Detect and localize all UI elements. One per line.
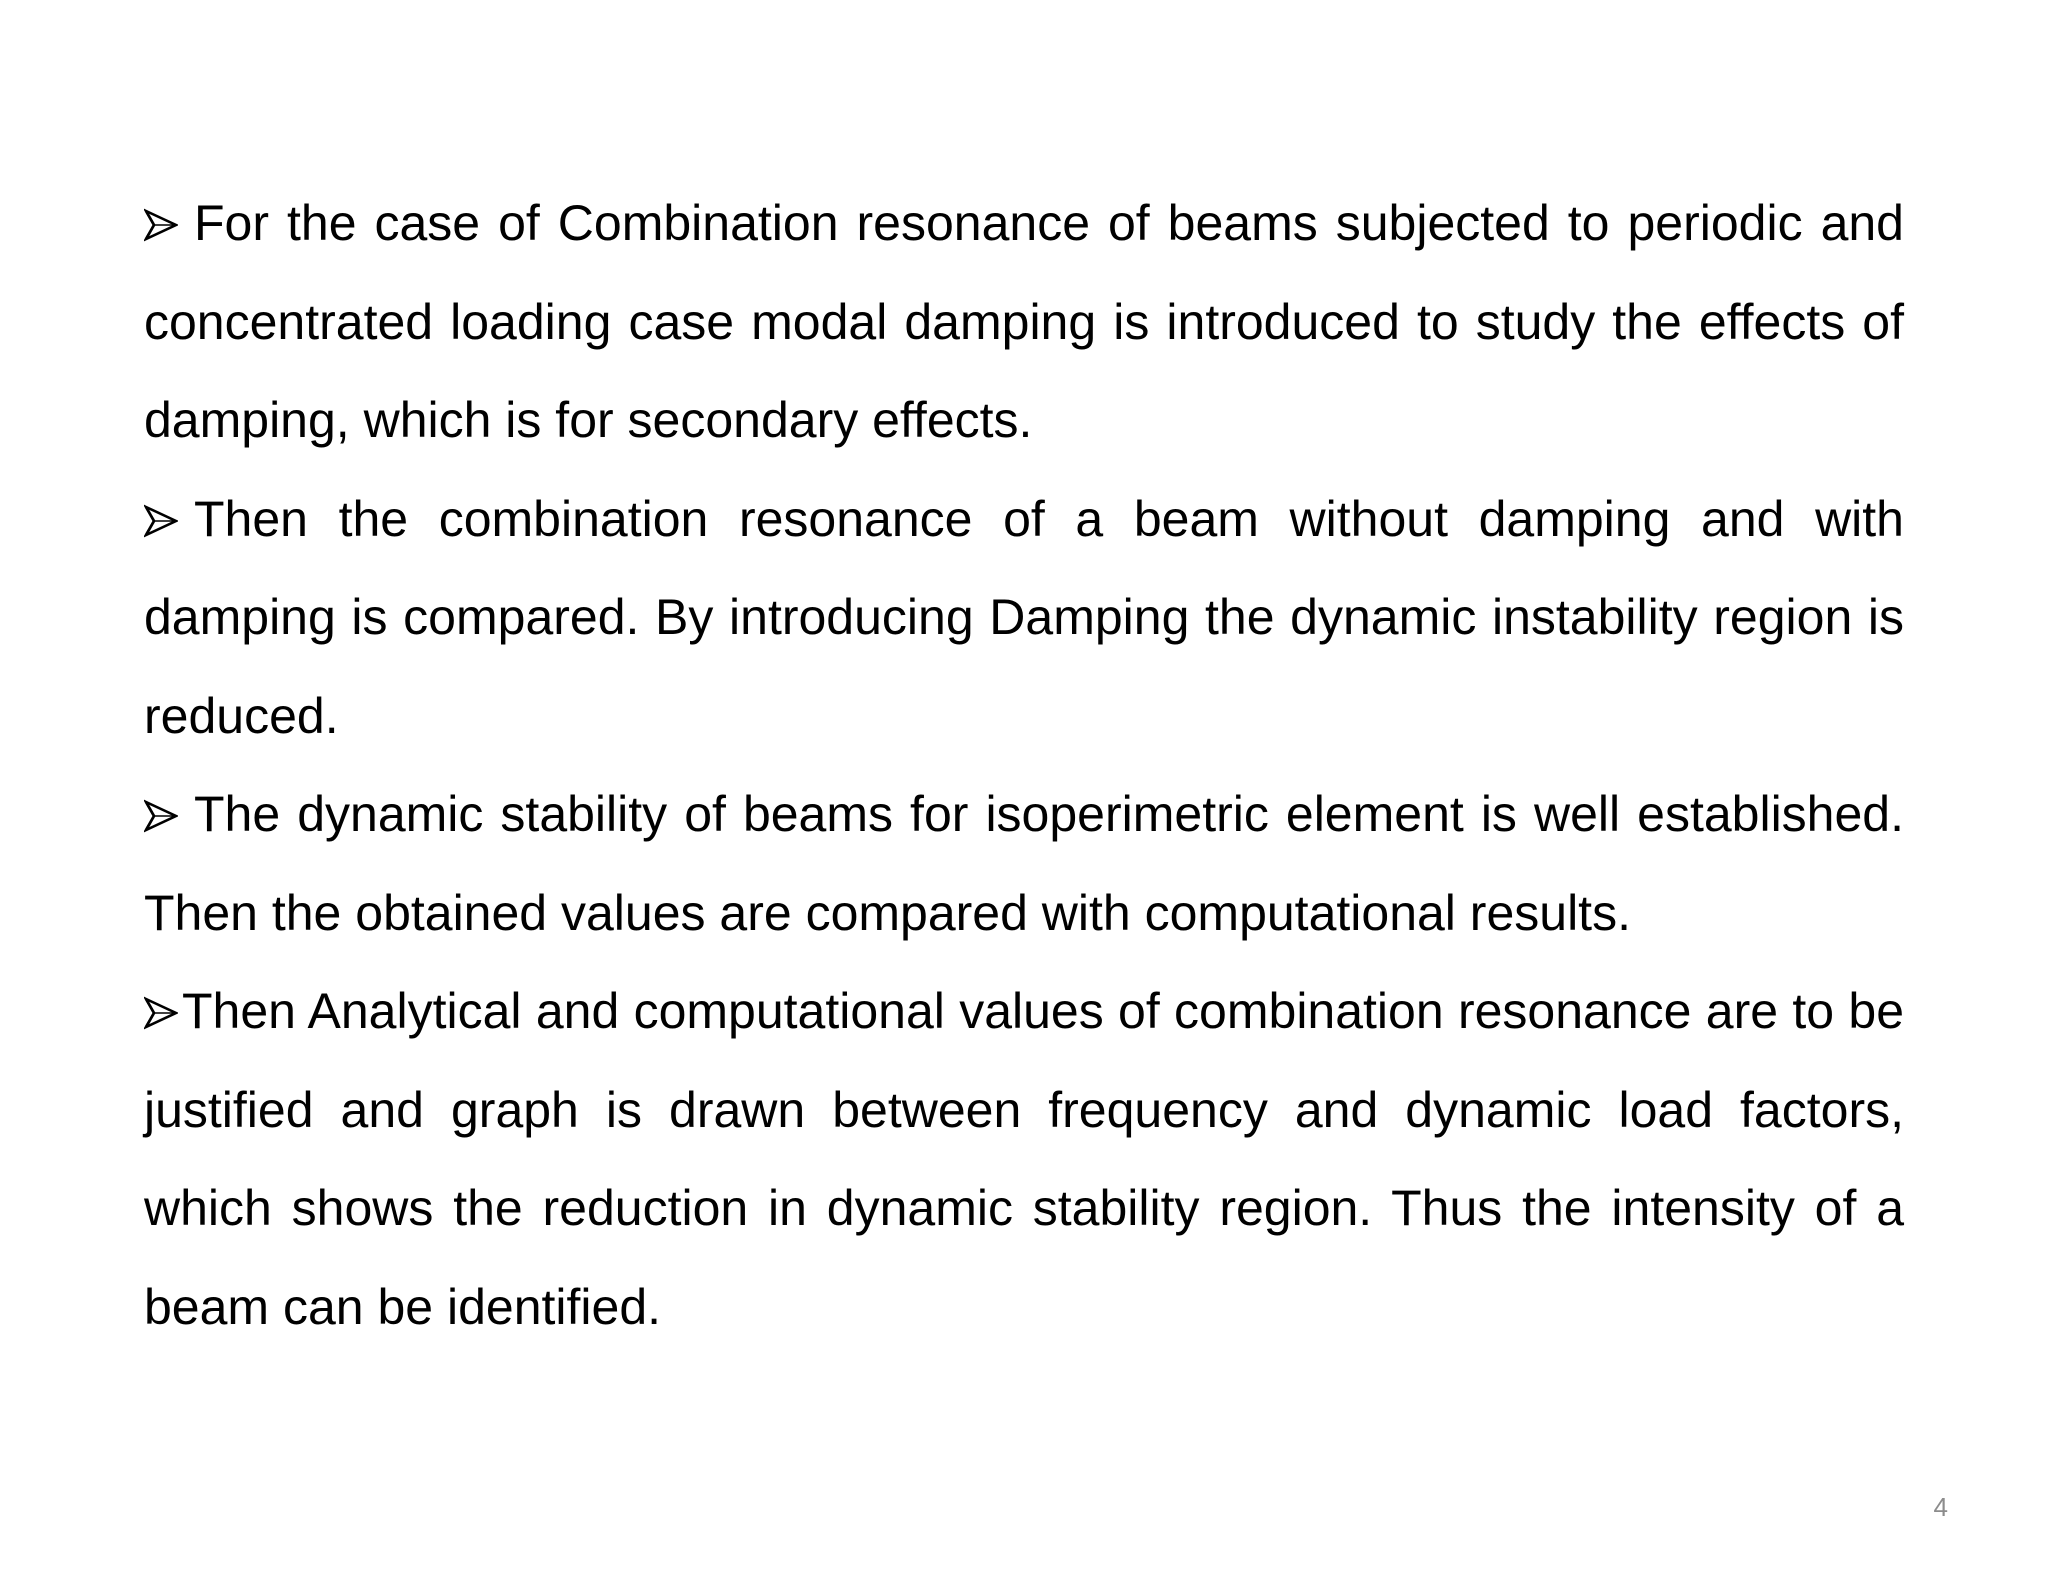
bullet-text-3: The dynamic stability of beams for isoperimetric element is well established. Then the obtained values are compared with computational results. bbox=[144, 786, 1904, 941]
bullet-text-4: Then Analytical and computational values of combination resonance are to be justified and graph is drawn between frequency and dynamic load factors, which shows the reduction in dynamic stability region. Thus the intensity of a beam can be identified. bbox=[144, 983, 1904, 1335]
bullet-text-2: Then the combination resonance of a beam without damping and with damping is compared. By introducing Damping the dynamic instability region is reduced. bbox=[144, 490, 1904, 744]
bullet-list bbox=[144, 174, 1904, 1356]
arrow-bullet-icon bbox=[144, 799, 178, 833]
bullet-item-4 bbox=[144, 962, 1904, 1356]
arrow-bullet-icon bbox=[144, 996, 178, 1030]
page-number: 4 bbox=[1933, 1492, 1948, 1522]
bullet-item-1 bbox=[144, 174, 1904, 470]
bullet-item-3 bbox=[144, 765, 1904, 962]
arrow-bullet-icon bbox=[144, 504, 178, 538]
arrow-bullet-icon bbox=[144, 208, 178, 242]
bullet-item-2 bbox=[144, 470, 1904, 766]
bullet-text-1: For the case of Combination resonance of beams subjected to periodic and concentrated loading case modal damping is introduced to study the effects of damping, which is for secondary effects. bbox=[144, 195, 1904, 448]
